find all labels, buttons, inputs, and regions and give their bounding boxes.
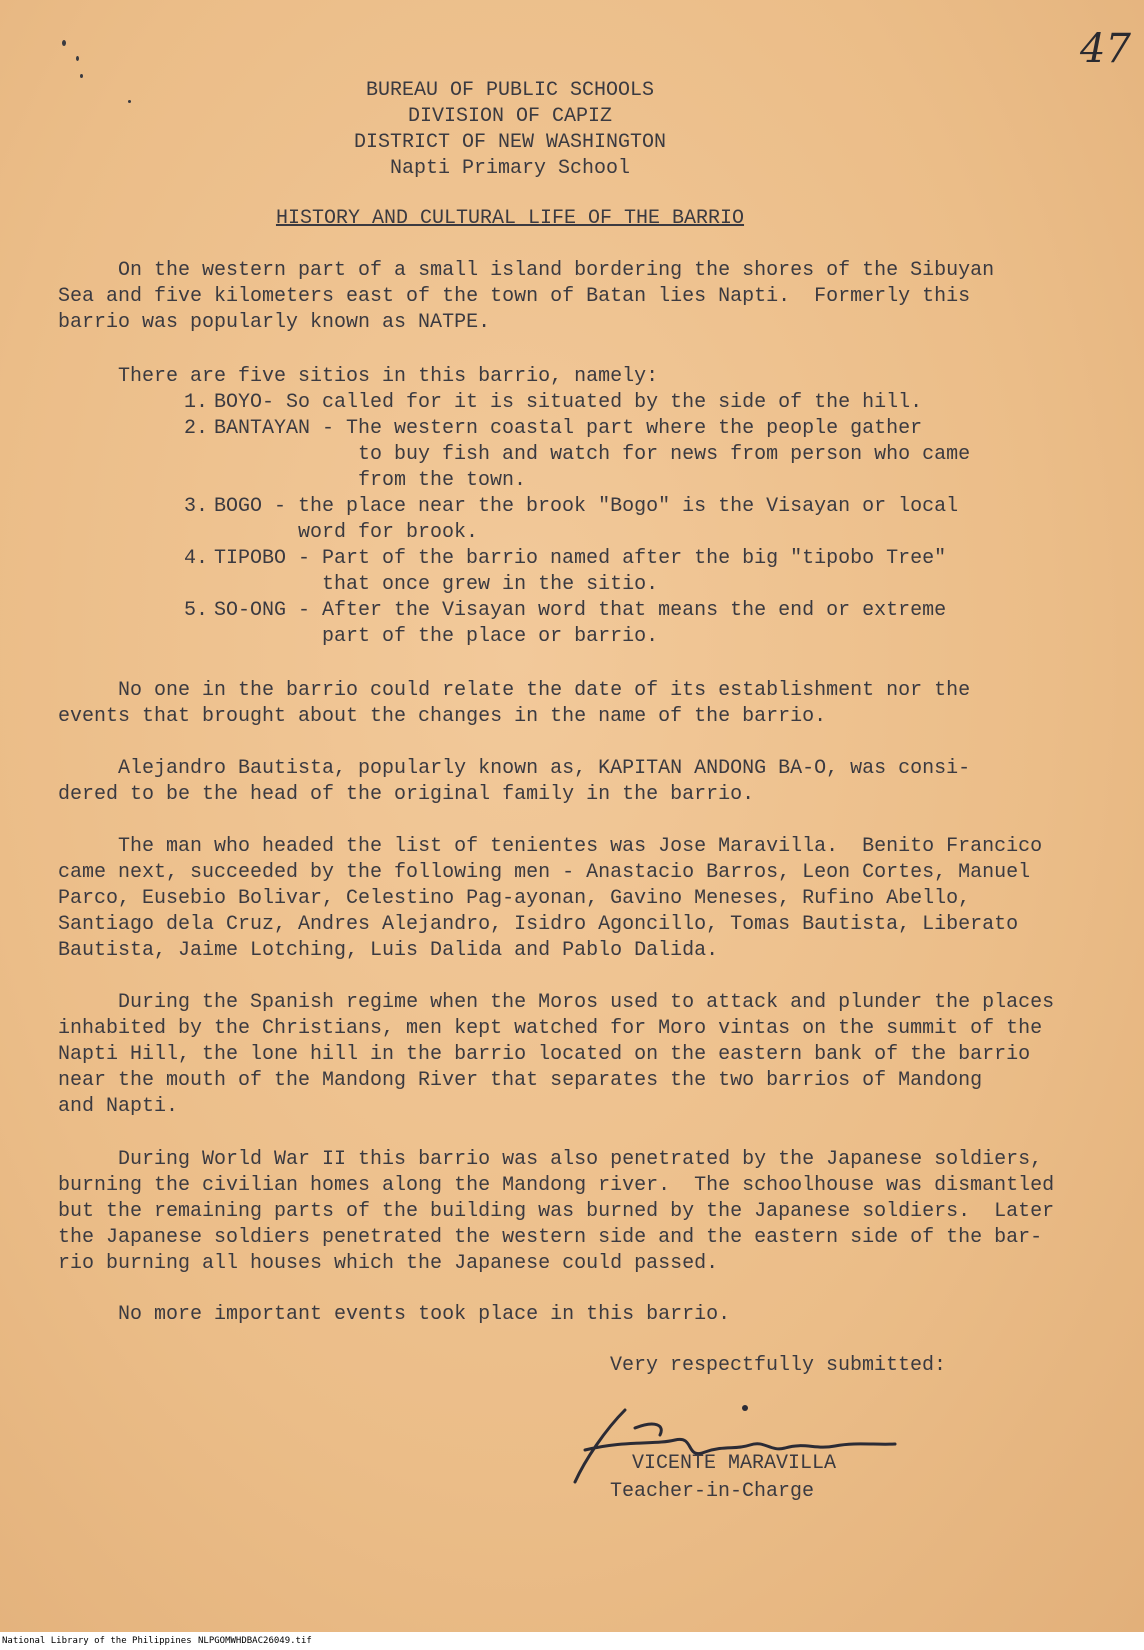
list-number: 2. — [184, 417, 209, 440]
footer-library: National Library of the Philippines — [2, 1636, 192, 1646]
list-text: SO-ONG - After the Visayan word that means the end or extreme part of the place or barrio. — [214, 599, 947, 648]
ink-speck — [76, 56, 79, 61]
paragraph-spanish-regime: During the Spanish regime when the Moros used to attack and plunder the places inhabited by the Christians, men kept watched for Moro vintas on the summit of the Napti Hill, the lone hill in the barrio located on the eastern bank of the barrio near the mouth of the Mandong River that separates the two barrios of Mandong and Napti. — [58, 991, 1055, 1118]
sitio-list — [184, 390, 1084, 650]
letterhead — [0, 78, 1144, 182]
header-district: DISTRICT OF NEW WASHINGTON — [353, 131, 667, 154]
scan-footer — [0, 1632, 1144, 1650]
header-division: DIVISION OF CAPIZ — [407, 105, 613, 128]
closing-line: Very respectfully submitted: — [610, 1354, 947, 1377]
list-text: BOGO - the place near the brook "Bogo" is the Visayan or local word for brook. — [214, 495, 959, 544]
list-item — [184, 546, 1084, 598]
list-item — [184, 416, 1084, 494]
sitio-intro: There are five sitios in this barrio, namely: — [58, 365, 659, 388]
list-item — [184, 390, 1084, 416]
paragraph-location: On the western part of a small island bordering the shores of the Sibuyan Sea and five kilometers east of the town of Batan lies Napti. Formerly this barrio was popularly known as NATPE. — [58, 259, 995, 334]
header-school: Napti Primary School — [389, 157, 631, 180]
footer-filename: NLPGOMWHDBAC26049.tif — [198, 1636, 312, 1646]
list-item — [184, 494, 1084, 546]
paragraph-original-family: Alejandro Bautista, popularly known as, KAPITAN ANDONG BA-O, was consi- dered to be the head of the original family in the barrio. — [58, 757, 971, 806]
paragraph-establishment: No one in the barrio could relate the date of its establishment nor the events that brought about the changes in the name of the barrio. — [58, 679, 971, 728]
document-title-text: HISTORY AND CULTURAL LIFE OF THE BARRIO — [275, 207, 745, 230]
list-text: TIPOBO - Part of the barrio named after the big "tipobo Tree" that once grew in the sitio. — [214, 547, 947, 596]
list-item — [184, 598, 1084, 650]
signature-scribble — [565, 1390, 905, 1490]
paragraph-tenientes: The man who headed the list of tenientes was Jose Maravilla. Benito Francico came next, succeeded by the following men - Anastacio Barros, Leon Cortes, Manuel Parco, Eusebio Bolivar, Celestino Pag-ayonan, Gavino Meneses, Rufino Abello, Santiago dela Cruz, Andres Alejandro, Isidro Agoncillo, Tomas Bautista, Liberato Bautista, Jaime Lotching, Luis Dalida and Pablo Dalida. — [58, 835, 1043, 962]
ink-speck — [62, 40, 66, 46]
document-title — [0, 207, 1144, 230]
paragraph-world-war-ii: During World War II this barrio was also penetrated by the Japanese soldiers, burning the civilian homes along the Mandong river. The schoolhouse was dismantled but the remaining parts of the building was burned by the Japanese soldiers. Later the Japanese soldiers penetrated the western side and the eastern side of the bar- rio burning all houses which the Japanese could passed. — [58, 1148, 1055, 1275]
list-number: 1. — [184, 391, 209, 414]
list-number: 5. — [184, 599, 209, 622]
header-bureau: BUREAU OF PUBLIC SCHOOLS — [365, 79, 655, 102]
paragraph-closing-note: No more important events took place in this barrio. — [58, 1303, 731, 1326]
list-text: BOYO- So called for it is situated by the side of the hill. — [214, 391, 923, 414]
signatory-name: VICENTE MARAVILLA — [632, 1452, 837, 1475]
list-number: 3. — [184, 495, 209, 518]
signatory-title: Teacher-in-Charge — [610, 1480, 815, 1503]
list-text: BANTAYAN - The western coastal part where the people gather to buy fish and watch for news from person who came from the town. — [214, 417, 971, 492]
page-number: 47 — [1080, 26, 1131, 72]
list-number: 4. — [184, 547, 209, 570]
